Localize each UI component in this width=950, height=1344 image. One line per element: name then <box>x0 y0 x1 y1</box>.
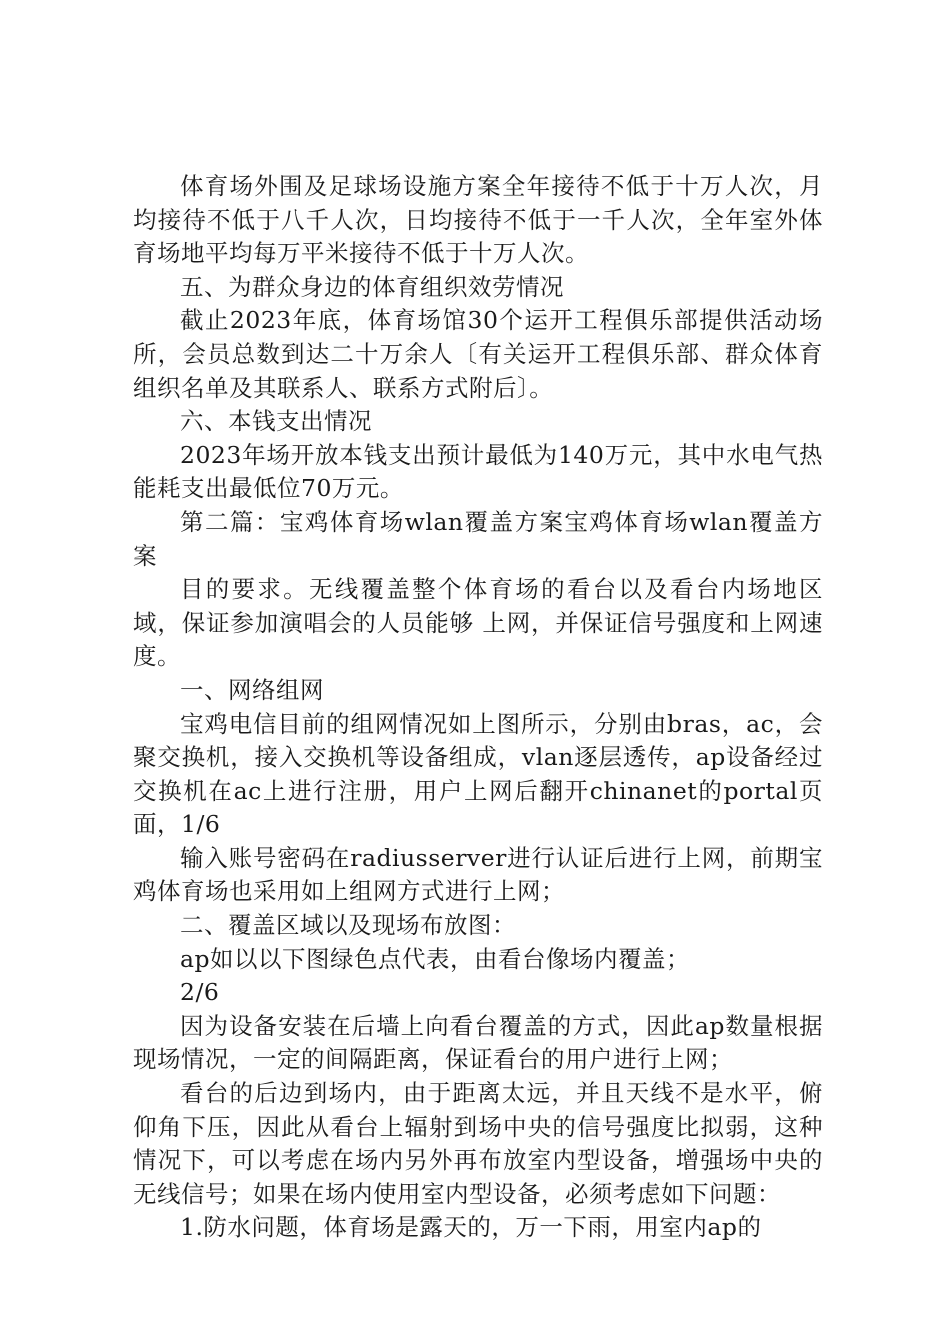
paragraph-ap-legend: ap如以以下图绿色点代表，由看台像场内覆盖； <box>180 944 691 973</box>
paragraph-clubs: 截止2023年底，体育场馆30个运开工程俱乐部提供活动场所，会员总数到达二十万余人〔有关运开工程俱乐部、群众体育组织名单及其联系人、联系方式附后〕。 <box>133 306 823 402</box>
paragraph-signal-strength: 看台的后边到场内，由于距离太远，并且天线不是水平，俯仰角下压，因此从看台上辐射到场中央的信号强度比拟弱，这种情况下，可以考虑在场内另外再布放室内型设备，增强场中央的无线信号；如果在场内使用室内型设备，必须考虑如下问题： <box>133 1079 823 1208</box>
heading-network: 一、网络组网 <box>180 675 324 704</box>
paragraph-ap-installation: 因为设备安装在后墙上向看台覆盖的方式，因此ap数量根据现场情况，一定的间隔距离，保证看台的用户进行上网； <box>133 1011 823 1074</box>
heading-section-five: 五、为群众身边的体育组织效劳情况 <box>180 272 564 301</box>
paragraph-costs: 2023年场开放本钱支出预计最低为140万元，其中水电气热能耗支出最低位70万元。 <box>133 440 823 503</box>
heading-section-six: 六、本钱支出情况 <box>180 407 372 436</box>
document-body <box>133 170 823 1245</box>
page-marker: 2/6 <box>180 978 220 1007</box>
heading-coverage-area: 二、覆盖区域以及现场布放图： <box>180 911 516 940</box>
paragraph-objectives: 目的要求。无线覆盖整个体育场的看台以及看台内场地区域，保证参加演唱会的人员能够 上网，并保证信号强度和上网速度。 <box>133 575 823 671</box>
paragraph-network-description: 宝鸡电信目前的组网情况如上图所示，分别由bras，ac，会聚交换机，接入交换机等设备组成，vlan逐层透传，ap设备经过交换机在ac上进行注册，用户上网后翻开chinanet的portal页面，1/6 <box>133 709 823 839</box>
paragraph-visitor-targets: 体育场外围及足球场设施方案全年接待不低于十万人次，月均接待不低于八千人次，日均接待不低于一千人次，全年室外体育场地平均每万平米接待不低于十万人次。 <box>133 172 823 268</box>
paragraph-waterproofing: 1.防水问题，体育场是露天的，万一下雨，用室内ap的 <box>180 1213 762 1242</box>
paragraph-authentication: 输入账号密码在radiusserver进行认证后进行上网，前期宝鸡体育场也采用如上组网方式进行上网； <box>133 843 823 906</box>
heading-part-two: 第二篇：宝鸡体育场wlan覆盖方案宝鸡体育场wlan覆盖方案 <box>133 507 823 570</box>
